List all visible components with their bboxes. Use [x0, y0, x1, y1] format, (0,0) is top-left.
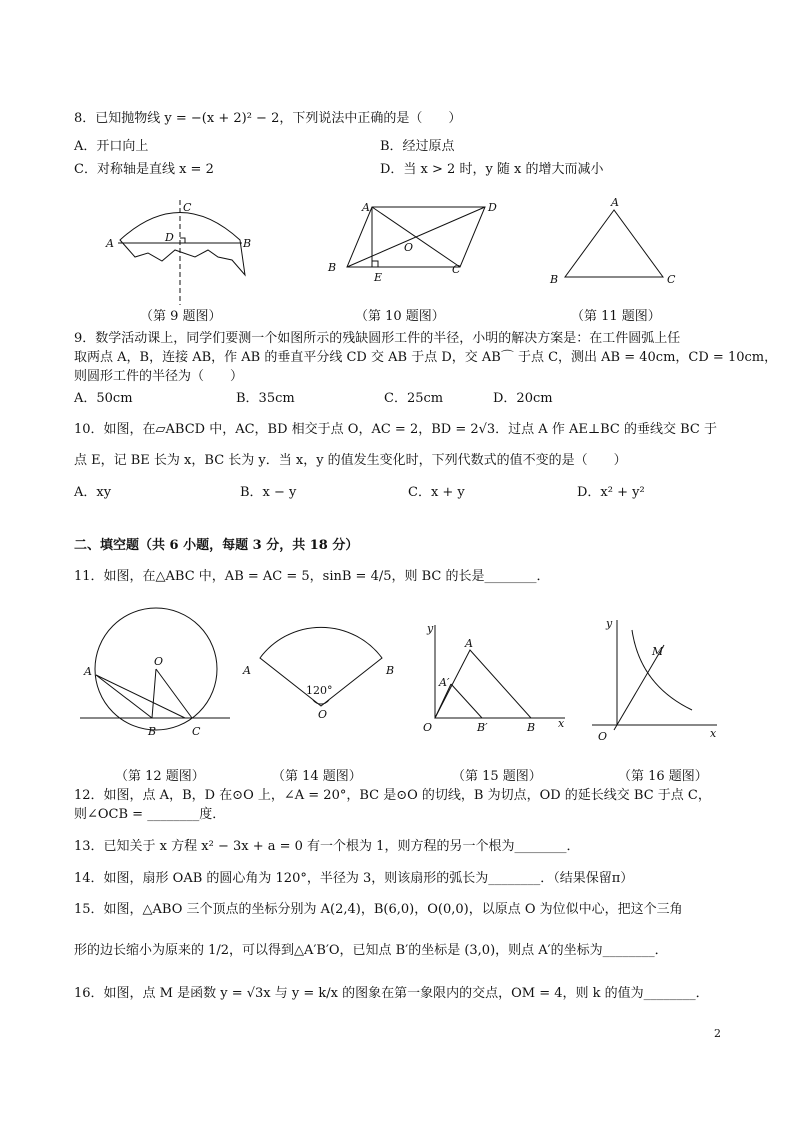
q10-option-c: C．x + y [408, 485, 465, 500]
fig9-right-angle [180, 238, 185, 243]
q9-option-a: A．50cm [74, 391, 133, 406]
q14-text: 14．如图，扇形 OAB 的圆心角为 120°，半径为 3，则该扇形的弧长为________．（结果保留π） [74, 871, 634, 886]
fig14-label-angle: 120° [306, 684, 333, 697]
fig12-line-a-d [96, 675, 185, 718]
fig12-line-o-b [152, 669, 156, 718]
fig14-label-b: B [386, 664, 395, 677]
fig16-caption: （第 16 题图） [618, 769, 708, 784]
q10-option-b: B．x − y [240, 485, 297, 500]
fig16-label-o: O [598, 730, 608, 743]
fig9-label-d: D [165, 231, 174, 244]
fig15-label-o: O [423, 721, 433, 734]
fig15-line-a1 [435, 684, 451, 718]
fig14-caption: （第 14 题图） [272, 769, 362, 784]
figure-12 [80, 605, 230, 745]
fig9-label-b: B [243, 237, 252, 250]
fig10-label-a: A [362, 201, 370, 214]
q8-stem: 8．已知抛物线 y = −(x + 2)² − 2，下列说法中正确的是（ ） [74, 111, 462, 126]
fig15-label-x: x [558, 717, 565, 730]
fig16-label-x: x [710, 727, 717, 740]
q9-line1: 9．数学活动课上，同学们要测一个如图所示的残缺圆形工件的半径，小明的解决方案是：在工件圆弧上任 [74, 331, 681, 346]
fig9-label-c: C [183, 201, 192, 214]
figure-9 [100, 195, 260, 305]
q12-line1: 12．如图，点 A，B，D 在⊙O 上，∠A = 20°，BC 是⊙O 的切线，B 为切点，OD 的延长线交 BC 于点 C， [74, 788, 711, 803]
fig15-label-b: B [527, 721, 536, 734]
fig16-label-y: y [606, 617, 613, 630]
figure-16 [592, 615, 722, 745]
fig10-right-angle [372, 261, 378, 267]
q10-option-d: D．x² + y² [577, 485, 645, 500]
fig11-caption: （第 11 题图） [571, 309, 661, 324]
q8-option-c: C．对称轴是直线 x = 2 [74, 162, 214, 177]
q16-text: 16．如图，点 M 是函数 y = √3x 与 y = k/x 的图象在第一象限内的交点，OM = 4，则 k 的值为________． [74, 986, 709, 1001]
fig10-label-o: O [404, 241, 414, 254]
fig12-caption: （第 12 题图） [115, 769, 205, 784]
fig10-label-b: B [328, 261, 337, 274]
q15-line2: 形的边长缩小为原来的 1/2，可以得到△A′B′O，已知点 B′的坐标是 (3,0)，则点 A′的坐标为________． [74, 943, 668, 958]
fig10-caption: （第 10 题图） [355, 309, 445, 324]
q9-option-d: D．20cm [493, 391, 553, 406]
q10-option-a: A．xy [74, 485, 112, 500]
fig9-caption: （第 9 题图） [140, 309, 222, 324]
q9-option-c: C．25cm [384, 391, 444, 406]
q8-option-b: B．经过原点 [380, 139, 455, 154]
q8-option-d: D．当 x > 2 时，y 随 x 的增大而减小 [380, 162, 604, 177]
q9-option-b: B．35cm [236, 391, 295, 406]
q15-line1: 15．如图，△ABO 三个顶点的坐标分别为 A(2,4)，B(6,0)，O(0,0)，以原点 O 为位似中心，把这个三角 [74, 902, 683, 917]
fig11-label-b: B [550, 273, 559, 286]
fig15-caption: （第 15 题图） [452, 769, 542, 784]
fig9-label-a: A [106, 237, 114, 250]
fig16-hyperbola [632, 630, 692, 710]
figure-10 [320, 195, 510, 285]
page-number: 2 [714, 1027, 721, 1040]
fig12-line-o-c [156, 669, 192, 718]
fig15-label-a1: A′ [439, 676, 450, 689]
q10-line1: 10．如图，在▱ABCD 中，AC，BD 相交于点 O，AC = 2，BD = 2√3．过点 A 作 AE⊥BC 的垂线交 BC 于 [74, 422, 717, 437]
q11-text: 11．如图，在△ABC 中，AB = AC = 5，sinB = 4/5，则 BC 的长是________． [74, 569, 550, 584]
fig12-label-o: O [154, 655, 164, 668]
fig14-label-o: O [318, 708, 328, 721]
figure-11 [545, 195, 685, 290]
fig14-angle-arc [313, 700, 329, 704]
q9-line3: 则圆形工件的半径为（ ） [74, 369, 244, 384]
fig15-line-a1-b1 [451, 684, 482, 718]
fig15-label-b1: B′ [477, 721, 488, 734]
q8-option-a: A．开口向上 [74, 139, 149, 154]
figure-15 [415, 620, 575, 740]
fig14-label-a: A [243, 664, 251, 677]
fig10-label-c: C [452, 263, 461, 276]
fig12-label-c: C [192, 725, 201, 738]
fig12-line-a-b [96, 675, 152, 718]
fig10-label-e: E [374, 271, 383, 284]
q12-line2: 则∠OCB = ________度． [74, 807, 226, 822]
q13-text: 13．已知关于 x 方程 x² − 3x + a = 0 有一个根为 1，则方程的另一个根为________． [74, 839, 580, 854]
fig10-diagonal-bd-real [347, 207, 485, 267]
fig16-label-m: M [652, 645, 664, 658]
fig12-label-b: B [148, 725, 157, 738]
fig11-label-a: A [611, 196, 619, 209]
fig15-label-y: y [427, 622, 434, 635]
q10-line2: 点 E，记 BE 长为 x，BC 长为 y．当 x，y 的值发生变化时，下列代数式的值不变的是（ ） [74, 453, 627, 468]
fig12-label-a: A [84, 665, 92, 678]
figure-14 [240, 620, 400, 730]
fig10-label-d: D [488, 201, 497, 214]
section2-title: 二、填空题（共 6 小题，每题 3 分，共 18 分） [74, 538, 359, 553]
q9-line2: 取两点 A，B，连接 AB，作 AB 的垂直平分线 CD 交 AB 于点 D，交 AB⌒ 于点 C，测出 AB = 40cm，CD = 10cm， [74, 350, 778, 365]
fig9-arc [120, 213, 245, 276]
fig11-triangle [565, 210, 663, 277]
fig11-label-c: C [667, 273, 676, 286]
fig15-label-a: A [465, 637, 473, 650]
